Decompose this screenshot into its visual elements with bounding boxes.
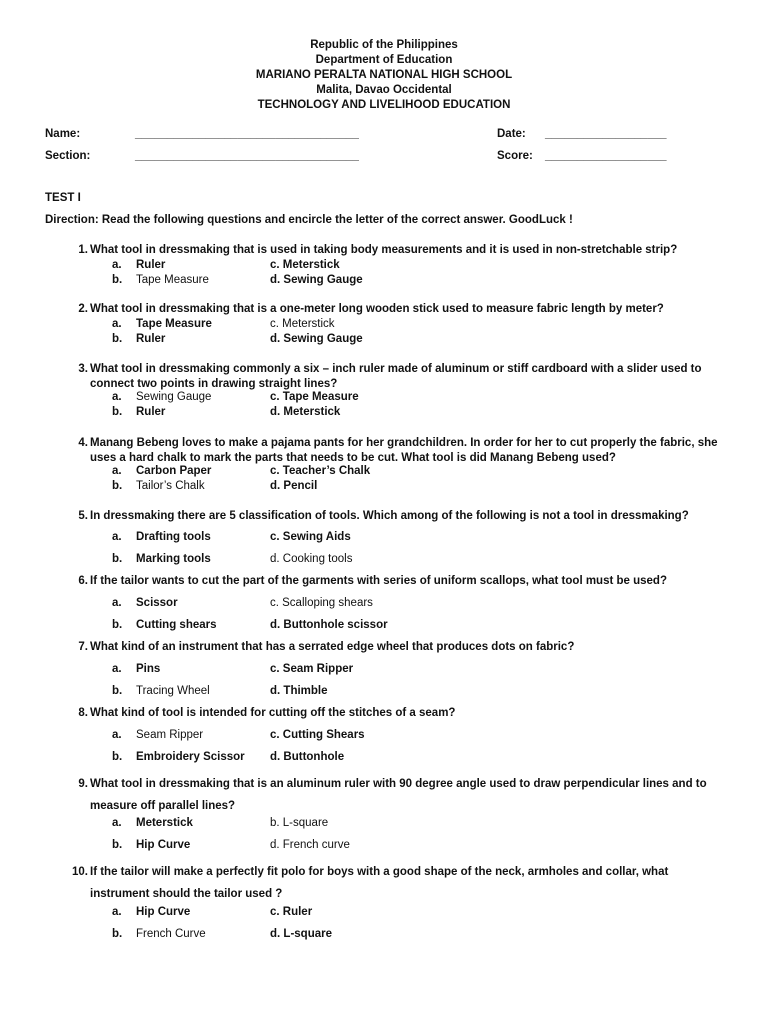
option-letter: a. [112, 531, 122, 543]
option-d[interactable]: d. Sewing Gauge [270, 333, 363, 345]
option-letter: a. [112, 465, 122, 477]
question-number: 10. [72, 866, 88, 878]
question-number: 9. [78, 778, 88, 790]
date-label: Date: [497, 128, 526, 140]
option-letter: b. [112, 839, 123, 851]
option-text: Tracing Wheel [136, 685, 210, 697]
question-text: In dressmaking there are 5 classification of tools. Which among of the following is not a tool in dressmaking? [90, 510, 689, 522]
question-text: What kind of an instrument that has a serrated edge wheel that produces dots on fabric? [90, 641, 575, 653]
question-text: What tool in dressmaking that is a one-meter long wooden stick used to measure fabric length by meter? [90, 303, 664, 315]
option-letter: b. [112, 553, 123, 565]
option-letter: a. [112, 259, 122, 271]
option-c[interactable]: c. Cutting Shears [270, 729, 365, 741]
option-letter: b. [112, 333, 123, 345]
test-title: TEST I [45, 192, 81, 204]
date-blank[interactable]: ___________________ [545, 128, 667, 140]
question-text: What tool in dressmaking that is used in taking body measurements and it is used in non-stretchable strip? [90, 244, 678, 256]
option-d[interactable]: d. Sewing Gauge [270, 274, 363, 286]
question-number: 5. [78, 510, 88, 522]
section-label: Section: [45, 150, 91, 162]
option-letter: a. [112, 729, 122, 741]
option-d[interactable]: d. L-square [270, 928, 332, 940]
score-label: Score: [497, 150, 533, 162]
name-blank[interactable]: ___________________________________ [135, 128, 359, 140]
option-letter: b. [112, 406, 123, 418]
question-text: Manang Bebeng loves to make a pajama pants for her grandchildren. In order for her to cut properly the fabric, she uses a hard chalk to mark the parts that needs to be cut. What tool is did Manang Bebeng used? [90, 437, 718, 464]
option-letter: b. [112, 619, 123, 631]
option-letter: b. [112, 751, 123, 763]
option-text: Sewing Gauge [136, 391, 212, 403]
option-d[interactable]: d. Cooking tools [270, 553, 353, 565]
option-text: French Curve [136, 928, 206, 940]
header-school: MARIANO PERALTA NATIONAL HIGH SCHOOL [255, 69, 513, 81]
option-c[interactable]: c. Teacher’s Chalk [270, 465, 371, 477]
option-c[interactable]: c. Scalloping shears [270, 597, 373, 609]
option-c[interactable]: c. Tape Measure [270, 391, 359, 403]
option-c[interactable]: c. Meterstick [270, 318, 335, 330]
option-c[interactable]: c. Sewing Aids [270, 531, 351, 543]
option-letter: b. [112, 928, 123, 940]
option-text: Carbon Paper [136, 465, 212, 477]
option-letter: a. [112, 817, 122, 829]
header-subject: TECHNOLOGY AND LIVELIHOOD EDUCATION [257, 99, 511, 111]
option-text: Hip Curve [136, 906, 191, 918]
header-department: Department of Education [315, 54, 453, 66]
option-d[interactable]: d. French curve [270, 839, 350, 851]
option-text: Embroidery Scissor [136, 751, 245, 763]
question-number: 8. [78, 707, 88, 719]
option-text: Tape Measure [136, 318, 212, 330]
name-label: Name: [45, 128, 81, 140]
question-number: 4. [78, 437, 88, 449]
option-c[interactable]: c. Ruler [270, 906, 313, 918]
option-text: Drafting tools [136, 531, 211, 543]
option-letter: a. [112, 391, 122, 403]
option-letter: a. [112, 906, 122, 918]
document-header [0, 38, 768, 113]
option-text: Ruler [136, 333, 166, 345]
option-letter: b. [112, 274, 123, 286]
option-text: Tape Measure [136, 274, 209, 286]
option-letter: a. [112, 663, 122, 675]
question-number: 6. [78, 575, 88, 587]
question-text: What tool in dressmaking that is an aluminum ruler with 90 degree angle used to draw perpendicular lines and to measure off parallel lines? [90, 778, 707, 812]
option-d[interactable]: d. Pencil [270, 480, 318, 492]
question-text: If the tailor wants to cut the part of the garments with series of uniform scallops, what tool must be used? [90, 575, 667, 587]
test-direction: Direction: Read the following questions and encircle the letter of the correct answer. GoodLuck ! [45, 214, 573, 226]
option-text: Hip Curve [136, 839, 191, 851]
question-number: 2. [78, 303, 88, 315]
option-text: Meterstick [136, 817, 193, 829]
option-c[interactable]: c. Meterstick [270, 259, 340, 271]
option-d[interactable]: d. Meterstick [270, 406, 341, 418]
option-letter: a. [112, 597, 122, 609]
option-d[interactable]: d. Thimble [270, 685, 328, 697]
question-text: What kind of tool is intended for cutting off the stitches of a seam? [90, 707, 456, 719]
option-d[interactable]: d. Buttonhole scissor [270, 619, 388, 631]
option-letter: a. [112, 318, 122, 330]
option-text: Tailor’s Chalk [136, 480, 205, 492]
option-d[interactable]: d. Buttonhole [270, 751, 345, 763]
option-letter: b. [112, 480, 123, 492]
header-location: Malita, Davao Occidental [316, 84, 452, 96]
option-letter: b. [112, 685, 123, 697]
option-text: Ruler [136, 406, 166, 418]
option-text: Scissor [136, 597, 178, 609]
option-c[interactable]: b. L-square [270, 817, 329, 829]
question-number: 3. [78, 363, 88, 375]
question-text: What tool in dressmaking commonly a six – inch ruler made of aluminum or stiff cardboard with a slider used to connect two points in drawing straight lines? [90, 363, 702, 390]
option-text: Marking tools [136, 553, 211, 565]
question-text: If the tailor will make a perfectly fit polo for boys with a good shape of the neck, armholes and collar, what instrument should the tailor used ? [90, 866, 669, 900]
option-c[interactable]: c. Seam Ripper [270, 663, 354, 675]
score-blank[interactable]: ___________________ [545, 150, 667, 162]
question-number: 1. [78, 244, 88, 256]
option-text: Cutting shears [136, 619, 217, 631]
section-blank[interactable]: ___________________________________ [135, 150, 359, 162]
question-number: 7. [78, 641, 88, 653]
option-text: Ruler [136, 259, 166, 271]
header-republic: Republic of the Philippines [310, 39, 458, 51]
option-text: Pins [136, 663, 161, 675]
option-text: Seam Ripper [136, 729, 204, 741]
